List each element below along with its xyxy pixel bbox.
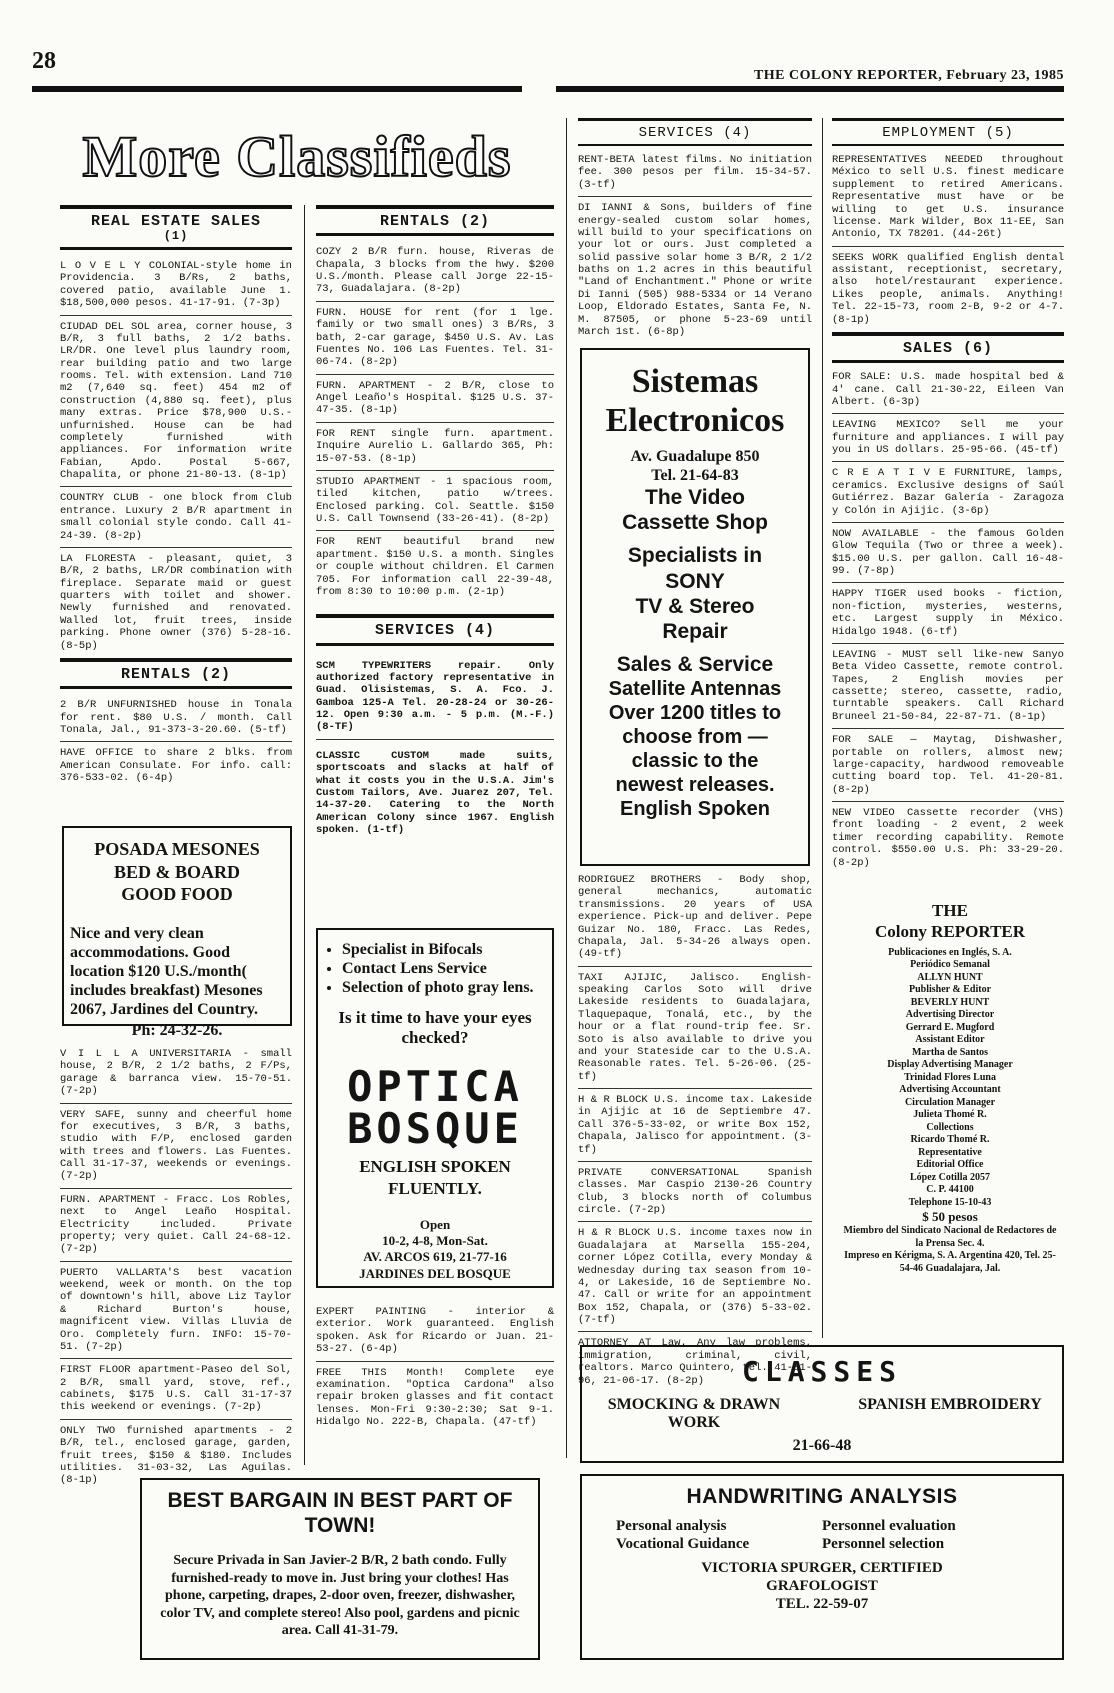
handwriting-item: Vocational Guidance: [616, 1536, 750, 1553]
best-bargain-ad: [140, 1478, 540, 1660]
classified-ad: SEEKS WORK qualified English dental assistant, receptionist, secretary, also hotel/restaurant experience. Likes people, animals. Anything! Tel. 22-15-73, room 2-B, 9-2 or 4-7. (8-1p): [832, 251, 1064, 326]
colony-reporter-masthead: THE Colony REPORTER Publicaciones en Inglés, S. A. Periódico Semanal ALLYN HUNT Publisher & Editor BEVERLY HUNT Advertising Director Gerrard E. Mugford Assistant Editor Martha de Santos Display Advertising Manager Trinidad Flores Luna Advertising Accountant Circulation Manager Julieta Thomé R. Collections Ricardo Thomé R. Representative Editorial Office López Cotilla 2057 C. P. 44100 Telephone 15-10-43 $ 50 pesos Miembro del Sindicato Nacional de Redactores de la Prensa Sec. 4. Impreso en Kérigma, S. A. Argentina 420, Tel. 25-54-46 Guadalajara, Jal.: [840, 900, 1060, 1275]
column-3: [578, 118, 812, 343]
handwriting-tel: TEL. 22-59-07: [775, 1596, 869, 1613]
classified-ad: FIRST FLOOR apartment-Paseo del Sol, 2 B/R, small yard, stove, ref., cabinets, $175 U.S. Call 31-17-37 this weekend or evenings. (7-2p): [60, 1364, 292, 1420]
handwriting-item: Personal analysis: [616, 1518, 727, 1535]
real-estate-heading: REAL ESTATE SALES (1): [60, 205, 292, 250]
sistemas-tel: Tel. 21-64-83: [651, 466, 739, 484]
column-divider: [304, 205, 305, 1465]
column-4: [832, 118, 1064, 874]
handwriting-title: GRAFOLOGIST: [766, 1578, 878, 1595]
classified-ad: FURN. APARTMENT - Fracc. Los Robles, next to Angel Leaño Hospital. Electricity included. Private property; very quiet. Call 24-68-12. (7-2p): [60, 1194, 292, 1262]
employment-heading: EMPLOYMENT (5): [832, 118, 1064, 146]
classified-ad: HAVE OFFICE to share 2 blks. from American Consulate. For info. call: 376-533-02. (6-4p): [60, 747, 292, 785]
classified-ad: FOR RENT single furn. apartment. Inquire Aurelio L. Gallardo 365, Ph: 15-07-53. (8-1p): [316, 428, 554, 471]
best-bargain-heading: BEST BARGAIN IN BEST PART OF TOWN!: [167, 1489, 513, 1538]
column-2-lower: [316, 1306, 554, 1433]
column-1: [60, 205, 292, 789]
masthead: More Classifieds: [82, 124, 512, 189]
rentals-heading: RENTALS (2): [316, 205, 554, 236]
classified-ad: LEAVING MEXICO? Sell me your furniture and appliances. I will pay you in US dollars. 25-95-66. (45-tf): [832, 419, 1064, 462]
column-2: [316, 205, 554, 841]
sales-heading: SALES (6): [832, 332, 1064, 363]
optica-open: Open: [419, 1216, 451, 1232]
classified-ad: FURN. APARTMENT - 2 B/R, close to Angel Leaño's Hospital. $125 U.S. 37-47-35. (8-1p): [316, 380, 554, 423]
classified-ad: HAPPY TIGER used books - fiction, non-fiction, mysteries, westerns, etc. Largest supply in México. Hidalgo 1948. (6-tf): [832, 588, 1064, 644]
classes-ad: [580, 1345, 1064, 1463]
rentals-heading: RENTALS (2): [60, 658, 292, 689]
posada-phone: Ph: 24-32-26.: [131, 1022, 223, 1040]
classified-ad: FURN. HOUSE for rent (for 1 lge. family or two small ones) 3 B/Rs, 3 bath, 2-car garage, $450 U.S. Av. Las Fuentes No. 106 Las Fuentes. Tel. 31-06-74. (8-2p): [316, 307, 554, 375]
header-rule-left: [32, 86, 522, 92]
classified-ad: FOR SALE — Maytag, Dishwasher, portable on rollers, almost new; large-capacity, hardwood removeable cutting board top. Tel. 41-20-81. (8-2p): [832, 734, 1064, 802]
classified-ad: STUDIO APARTMENT - 1 spacious room, tiled kitchen, patio w/trees. Enclosed parking. Col. Seattle. $150 U.S. Call Townsend (33-26-41). (8-2p): [316, 476, 554, 532]
classified-ad: C R E A T I V E FURNITURE, lamps, ceramics. Exclusive designs of Saúl Gutiérrez. Bazar Galería - Zaragoza y Colón in Ajijic. (3-6p): [832, 467, 1064, 523]
optica-question: Is it time to have your eyes checked?: [338, 1007, 532, 1047]
posada-mesones-ad: POSADA MESONES BED & BOARD GOOD FOOD Nice and very clean accommodations. Good location $120 U.S./month( includes breakfast) Mesones 2067, Jardines del Country. Ph: 24-32-26.: [62, 826, 292, 1026]
optica-address: AV. ARCOS 619, 21-77-16: [363, 1249, 507, 1265]
column-divider: [822, 118, 823, 1338]
classified-ad: SCM TYPEWRITERS repair. Only authorized factory representative in Guad. Olisistemas, S. A. Fco. J. Gamboa 125-A Tel. 20-28-24 or 30-26-12. Open 9:30 a.m. - 5 p.m. (M.-F.) (8-TF): [316, 660, 554, 740]
optica-english: ENGLISH SPOKEN FLUENTLY.: [359, 1157, 511, 1198]
handwriting-item: Personnel evaluation: [822, 1518, 956, 1535]
classified-ad: RENT-BETA latest films. No initiation fee. 300 pesos per film. 15-34-57. (3-tf): [578, 154, 812, 197]
sistemas-electronicos-ad: Sistemas Electronicos Av. Guadalupe 850 Tel. 21-64-83 The Video Cassette Shop Specialists in SONY TV & Stereo Repair Sales & Service Satellite Antennas Over 1200 titles to choose from — classic to the newest releases. English Spoken: [580, 348, 810, 866]
classified-ad: L O V E L Y COLONIAL-style home in Providencia. 3 B/Rs, 2 baths, covered patio, available June 1. $18,500,000 pesos. 41-17-91. (7-3p): [60, 260, 292, 316]
sistemas-title: Sistemas: [631, 363, 759, 400]
handwriting-heading: HANDWRITING ANALYSIS: [686, 1485, 958, 1508]
column-3-lower: [578, 874, 812, 1392]
classified-ad: EXPERT PAINTING - interior & exterior. Work guaranteed. English spoken. Ask for Ricardo or Juan. 21-53-27. (6-4p): [316, 1306, 554, 1362]
classified-ad: LA FLORESTA - pleasant, quiet, 3 B/R, 2 baths, LR/DR combination with fireplace. Separate maid or guest quarters with toilet and shower. Newly furnished and renovated. Walled lot, fruit trees, inside parking. Phone owner (376) 5-28-16. (8-5p): [60, 552, 292, 652]
optica-services-list: • Specialist in Bifocals • Contact Lens Service • Selection of photo gray lens.: [326, 940, 544, 998]
classified-ad: PUERTO VALLARTA'S best vacation weekend, week or month. On the top of downtown's hill, above Liz Taylor & Richard Burton's house, magnificent view. Villas Lluvia de Oro. Completely furn. INFO: 15-70-51. (7-2p): [60, 1267, 292, 1360]
classified-ad: ONLY TWO furnished apartments - 2 B/R, tel., enclosed garage, garden, fruit trees, $150 & $180. Includes utilities. 31-03-32, Las Aguilas. (8-1p): [60, 1424, 292, 1487]
page-number: 28: [32, 48, 56, 74]
optica-logo: OPTICA BOSQUE: [347, 1062, 523, 1154]
classified-ad: NEW VIDEO Cassette recorder (VHS) front loading - 2 event, 2 week timer recording capability. Remote control. $550.00 U.S. Ph: 33-29-20. (8-2p): [832, 807, 1064, 869]
classified-ad: H & R BLOCK U.S. income tax. Lakeside in Ajijic at 16 de Septiembre 47. Call 376-5-33-02, or write Box 152, Chapala, Jalisco for appointment. (3-tf): [578, 1094, 812, 1162]
optica-bosque-ad: [316, 928, 554, 1288]
classes-item: SPANISH EMBROIDERY: [858, 1396, 1042, 1413]
classified-ad: FOR RENT beautiful brand new apartment. $150 U.S. a month. Singles or couple without children. El Carmen 705. For information call 22-39-48, from 8:30 to 10:00 p.m. (2-1p): [316, 536, 554, 598]
classified-ad: CLASSIC CUSTOM made suits, sportscoats and slacks at half of what it costs you in the U.S.A. Jim's Custom Tailors, Ave. Juarez 207, Tel. 14-37-20. Catering to the North American Colony since 1967. English spoken. (1-tf): [316, 749, 554, 836]
classified-ad: TAXI AJIJIC, Jalisco. English-speaking Carlos Soto will drive Lakeside residents to Guadalajara, Tlaquepaque, Tonalá, etc., by the hour or a flat round-trip fee. Sr. Soto is also available to drive you and your Stateside car to the U.S.A. Reasonable rates. Tel. 5-26-06. (25-tf): [578, 972, 812, 1089]
classified-ad: REPRESENTATIVES NEEDED throughout México to sell U.S. finest medicare supplement to retired Americans. Representative must have or be willing to get U.S. insurance license. Mark Wilder, Box 11-EE, San Antonio, TX 78201. (44-26t): [832, 154, 1064, 247]
header-rule-right: [556, 86, 1064, 92]
classified-ad: H & R BLOCK U.S. income taxes now in Guadalajara at Marsella 155-204, corner López Cotilla, every Monday & Wednesday during tax season from 10-4, or Lakeside, 16 de Septiembre No. 47. Call or write for an appointment Box 152, Chapala, or (376) 5-33-02. (7-tf): [578, 1227, 812, 1332]
classified-ad: COZY 2 B/R furn. house, Riveras de Chapala, 3 blocks from the hwy. $200 U.S./month. Please call Jorge 22-15-73, Guadalajara. (8-2p): [316, 246, 554, 302]
classified-ad: 2 B/R UNFURNISHED house in Tonala for rent. $80 U.S. / month. Call Tonala, Jal., 91-373-3-20.60. (5-tf): [60, 699, 292, 742]
classified-ad: CIUDAD DEL SOL area, corner house, 3 B/R, 3 full baths, 2 1/2 baths. LR/DR. One level plus laundry room, rear building patio and two large rooms. Tel. with extension. Land 710 m2 (7,640 sq. feet) 454 m2 of construction (4,880 sq. feet), plus many extras. Price $78,900 U.S.-unfurnished. House can be had completely furnished with appliances. For information write Fabian, Apdo. Postal 5-667, Chapalita, or phone 21-80-13. (8-1p): [60, 321, 292, 488]
posada-body: Nice and very clean accommodations. Good location $120 U.S./month( includes breakfast) Mesones 2067, Jardines del Country.: [70, 924, 263, 1019]
classified-ad: RODRIGUEZ BROTHERS - Body shop, general mechanics, automatic transmissions. 20 years of USA experience. Pick-up and deliver. Pepe Guizar No. 180, Fracc. Las Redes, Chapala, Jal. 5-34-26 always open. (49-tf): [578, 874, 812, 967]
classes-phone: 21-66-48: [792, 1436, 852, 1454]
colony-reporter-name: Colony REPORTER: [874, 922, 1026, 942]
handwriting-item: Personnel selection: [822, 1536, 945, 1553]
classes-heading: CLASSES: [741, 1355, 902, 1388]
classified-ad: VERY SAFE, sunny and cheerful home for executives, 3 B/R, 3 baths, studio with F/P, enclosed garden with trees and flowers. Las Fuentes. Call 31-17-37, weekends or evenings. (7-2p): [60, 1109, 292, 1189]
services-heading: SERVICES (4): [316, 614, 554, 645]
handwriting-analysis-ad: [580, 1474, 1064, 1660]
classified-ad: FOR SALE: U.S. made hospital bed & 4' cane. Call 21-30-22, Eileen Van Albert. (6-3p): [832, 371, 1064, 414]
sistemas-address: Av. Guadalupe 850: [630, 448, 760, 466]
classified-ad: FREE THIS Month! Complete eye examination. "Optica Cardona" also repair broken glasses and fit contact lenses. Mon-Fri 9:30-2:30; Sat 9-1. Hidalgo No. 222-B, Chapala. (47-tf): [316, 1366, 554, 1428]
posada-title: POSADA MESONES: [94, 839, 260, 859]
best-bargain-body: Secure Privada in San Javier-2 B/R, 2 bath condo. Fully furnished-ready to move in. Just bring your clothes! Has phone, carpeting, drapes, 2-door oven, freezer, dishwasher, color TV, and complete stereo! Also pool, gardens and picnic area. Call 41-31-79.: [160, 1553, 520, 1639]
optica-hours: 10-2, 4-8, Mon-Sat.: [382, 1233, 488, 1249]
classes-item: SMOCKING & DRAWN WORK: [607, 1396, 781, 1432]
classified-ad: PRIVATE CONVERSATIONAL Spanish classes. Mar Caspio 2130-26 Country Club, 3 blocks north of Columbus circle. (7-2p): [578, 1167, 812, 1223]
column-1-lower: [60, 1048, 292, 1492]
classified-ad: V I L L A UNIVERSITARIA - small house, 2 B/R, 2 1/2 baths, 2 F/Ps, garage & barranca view. 15-70-51. (7-2p): [60, 1048, 292, 1104]
classified-ad: ATTORNEY AT Law. Any law problems, immigration, criminal, civil, realtors. Marco Quintero, tel. 41-31-96, 21-06-17. (8-2p): [578, 1337, 812, 1387]
classified-ad: NOW AVAILABLE - the famous Golden Glow Tequila (Two or three a week). $15.00 U.S. per gallon. Call 16-48-99. (7-8p): [832, 528, 1064, 584]
classified-ad: LEAVING - MUST sell like-new Sanyo Beta Video Cassette, remote control. Tapes, 2 English movies per cassette; stereo, cassette, radio, turntable speakers. Call Richard Bruneel 21-50-84, 22-87-71. (8-1p): [832, 649, 1064, 729]
column-divider: [566, 118, 567, 1458]
optica-area: JARDINES DEL BOSQUE: [359, 1265, 511, 1281]
classified-ad: DI IANNI & Sons, builders of fine energy-sealed custom solar homes, will build to your specifications on your lot or ours. Just completed a solid passive solar home 3 B/R, 2 1/2 baths on 1.2 acres in this beautiful "Land of Enchantment." Phone or write Di Ianni (505) 988-5334 or 14 Verano Loop, Eldorado Estates, Santa Fe, N. M. 87505, or phone 5-23-69 until March 1st. (6-8p): [578, 202, 812, 338]
handwriting-name: VICTORIA SPURGER, CERTIFIED: [701, 1560, 943, 1577]
services-heading: SERVICES (4): [578, 118, 812, 146]
classified-ad: COUNTRY CLUB - one block from Club entrance. Luxury 2 B/R apartment in small colonial style condo. Call 41-24-39. (8-2p): [60, 492, 292, 548]
page-header: THE COLONY REPORTER, February 23, 1985: [753, 68, 1064, 83]
